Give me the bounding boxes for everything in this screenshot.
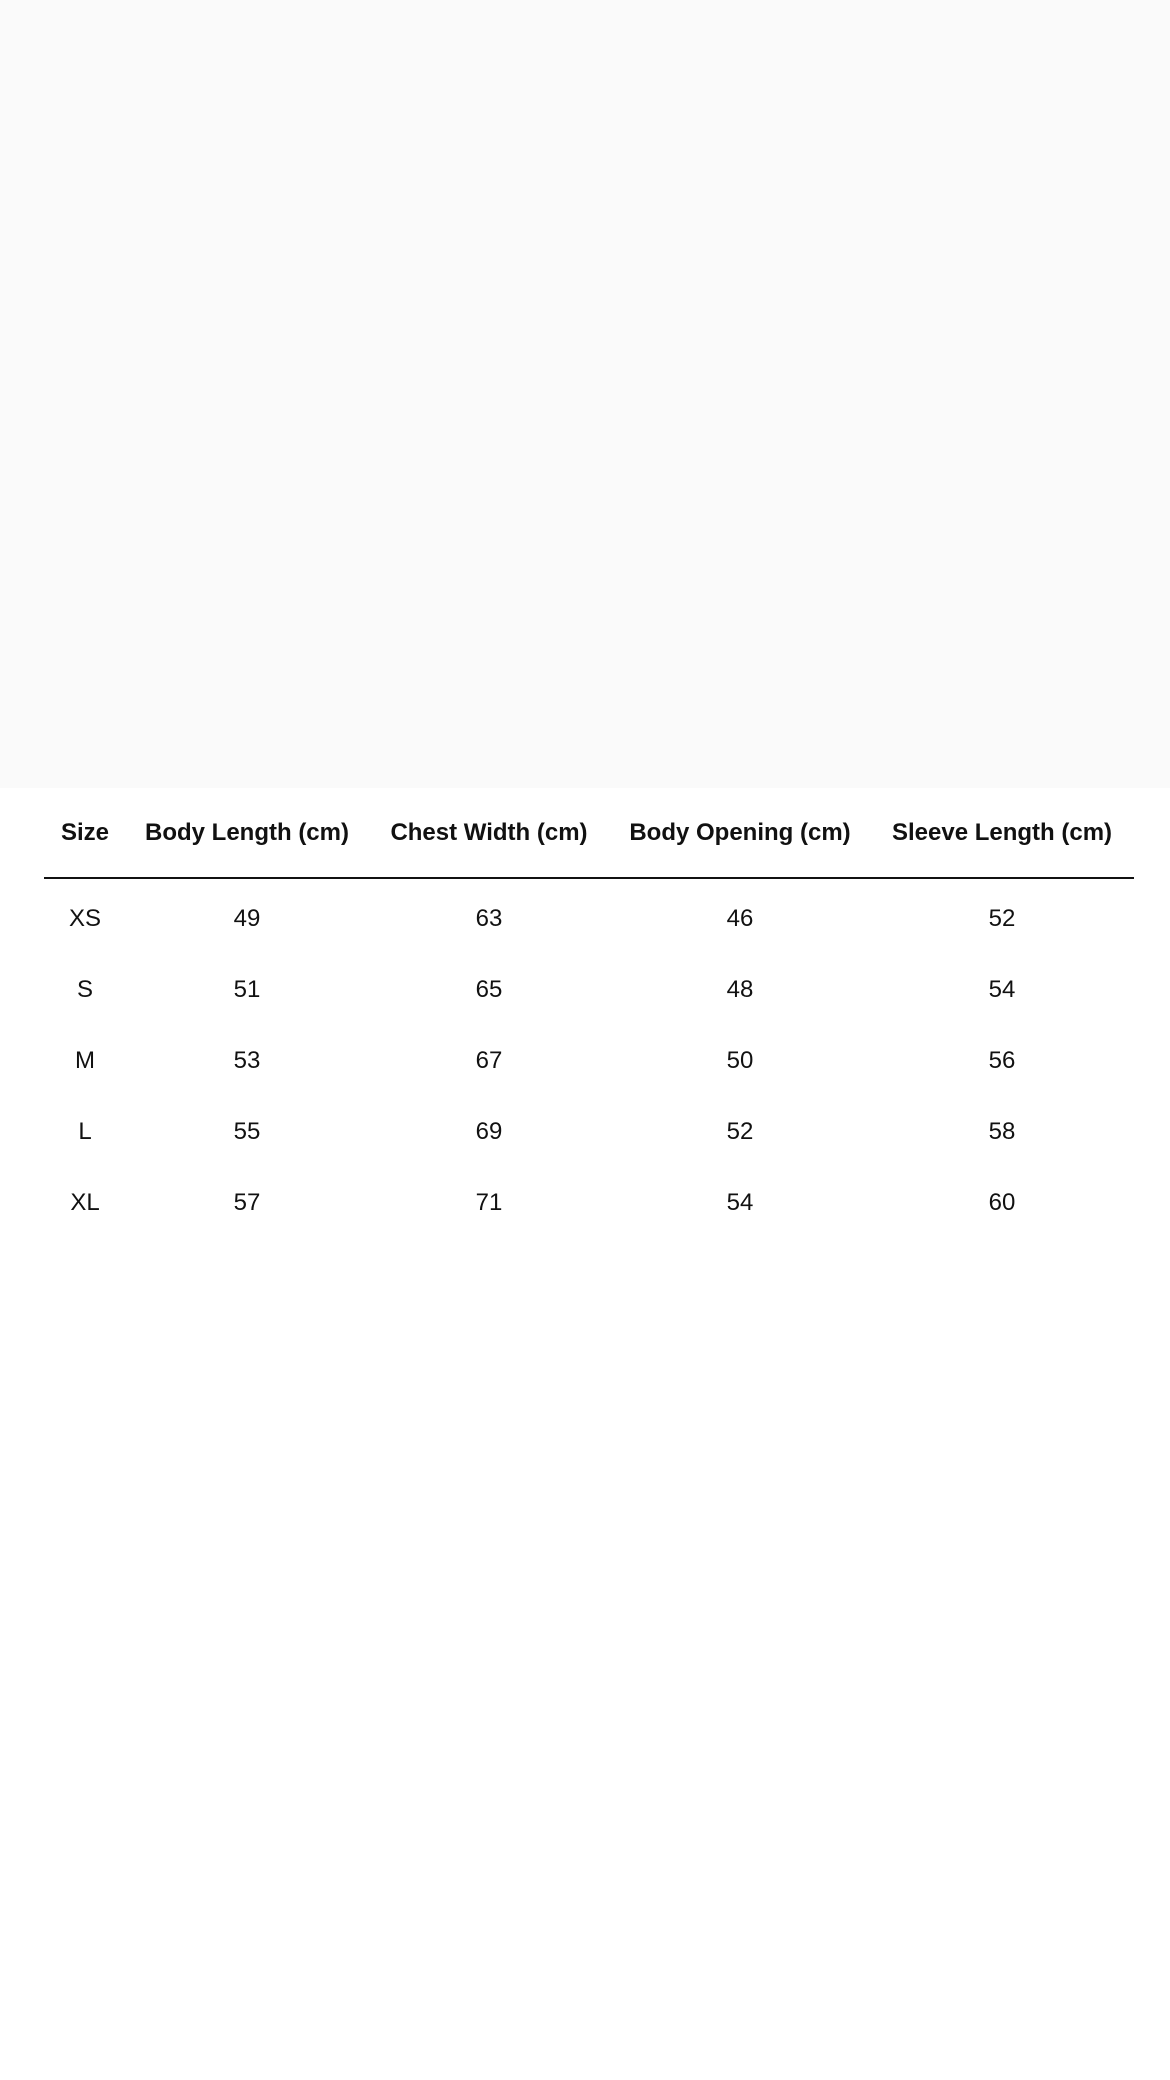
cell-body-length: 55 [233, 1117, 261, 1145]
header-row [44, 788, 1134, 878]
cell-size: L [78, 1117, 92, 1145]
table-row [44, 954, 1134, 1025]
cell-body-length: 49 [233, 904, 261, 932]
cell-chest-width: 67 [475, 1046, 503, 1074]
cell-sleeve-length: 54 [988, 975, 1016, 1003]
cell-body-opening: 48 [726, 975, 754, 1003]
cell-sleeve-length: 60 [988, 1188, 1016, 1216]
cell-body-length: 57 [233, 1188, 261, 1216]
size-chart-header [44, 788, 1134, 878]
table-row [44, 1096, 1134, 1167]
cell-body-opening: 52 [726, 1117, 754, 1145]
header-chest-width: Chest Width (cm) [368, 788, 610, 878]
cell-body-length: 51 [233, 975, 261, 1003]
image-placeholder-area [0, 0, 1170, 788]
cell-size: S [76, 975, 93, 1003]
header-body-opening: Body Opening (cm) [610, 788, 870, 878]
cell-size: XL [70, 1188, 100, 1216]
cell-sleeve-length: 52 [988, 904, 1016, 932]
table-row [44, 878, 1134, 954]
cell-size: M [75, 1046, 95, 1074]
cell-sleeve-length: 56 [988, 1046, 1016, 1074]
header-sleeve-length: Sleeve Length (cm) [870, 788, 1134, 878]
size-chart-body [44, 878, 1134, 1238]
cell-chest-width: 63 [475, 904, 503, 932]
header-size: Size [44, 788, 126, 878]
cell-chest-width: 71 [475, 1188, 503, 1216]
table-row [44, 1167, 1134, 1238]
cell-chest-width: 65 [475, 975, 503, 1003]
cell-chest-width: 69 [475, 1117, 503, 1145]
header-body-length: Body Length (cm) [126, 788, 368, 878]
table-row [44, 1025, 1134, 1096]
cell-body-opening: 46 [726, 904, 754, 932]
size-chart-table [44, 788, 1134, 1238]
cell-size: XS [68, 904, 101, 932]
cell-sleeve-length: 58 [988, 1117, 1016, 1145]
cell-body-opening: 54 [726, 1188, 754, 1216]
cell-body-opening: 50 [726, 1046, 754, 1074]
cell-body-length: 53 [233, 1046, 261, 1074]
